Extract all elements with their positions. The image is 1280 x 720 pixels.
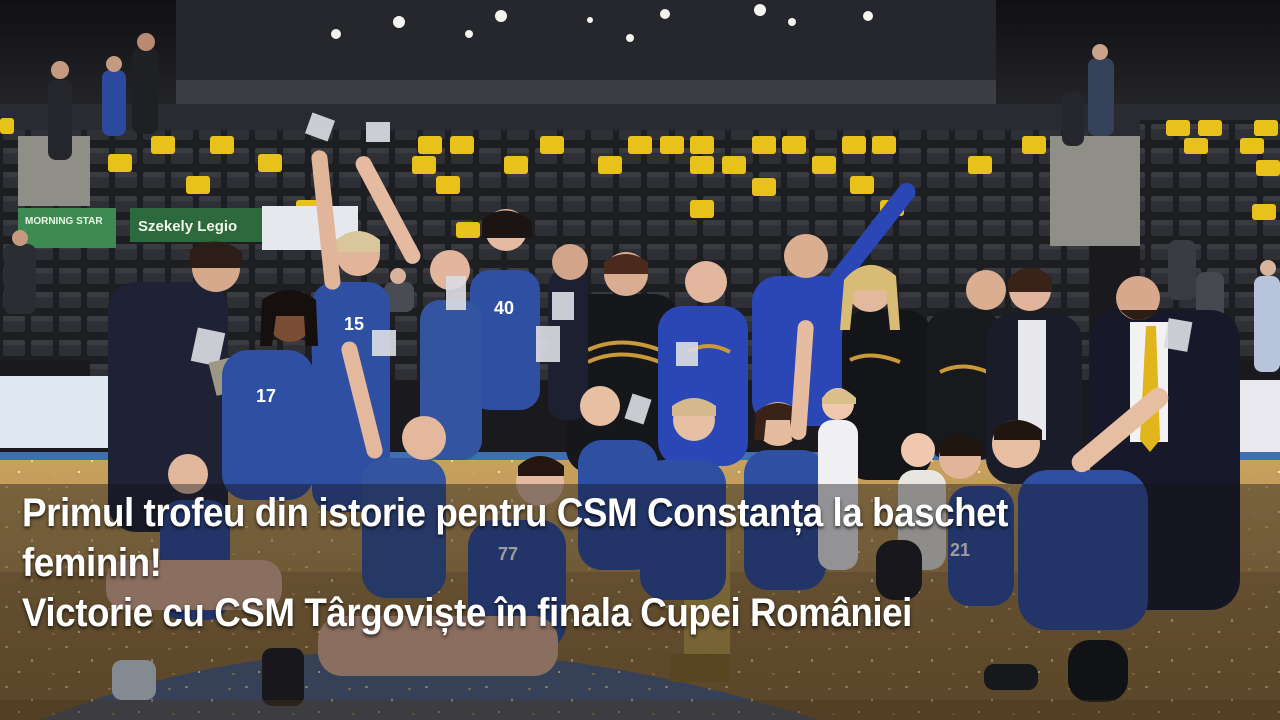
- szekely-legio-banner: [130, 208, 262, 242]
- headline-line-1: Primul trofeu din istorie pentru CSM Constanța la baschet: [22, 491, 1008, 535]
- jersey-number-77: 77: [498, 544, 519, 564]
- morning-star-banner: [18, 208, 116, 248]
- headline-line-2: feminin!: [22, 541, 162, 585]
- jersey-number-21: 21: [950, 540, 971, 560]
- szekely-legio-banner-text: Szekely Legio: [138, 218, 238, 235]
- jersey-number-17: 17: [256, 386, 277, 406]
- vip-box-glass: [176, 0, 996, 84]
- jersey-number-15: 15: [344, 314, 365, 334]
- headline-line-3: Victorie cu CSM Târgoviște în finala Cupei României: [22, 591, 912, 635]
- headline-caption: [22, 488, 1154, 638]
- jersey-number-40: 40: [494, 298, 515, 318]
- sponsor-board-left: [0, 376, 120, 448]
- vip-box-frame: [176, 80, 996, 108]
- morning-star-banner-text: MORNING STAR: [25, 216, 103, 227]
